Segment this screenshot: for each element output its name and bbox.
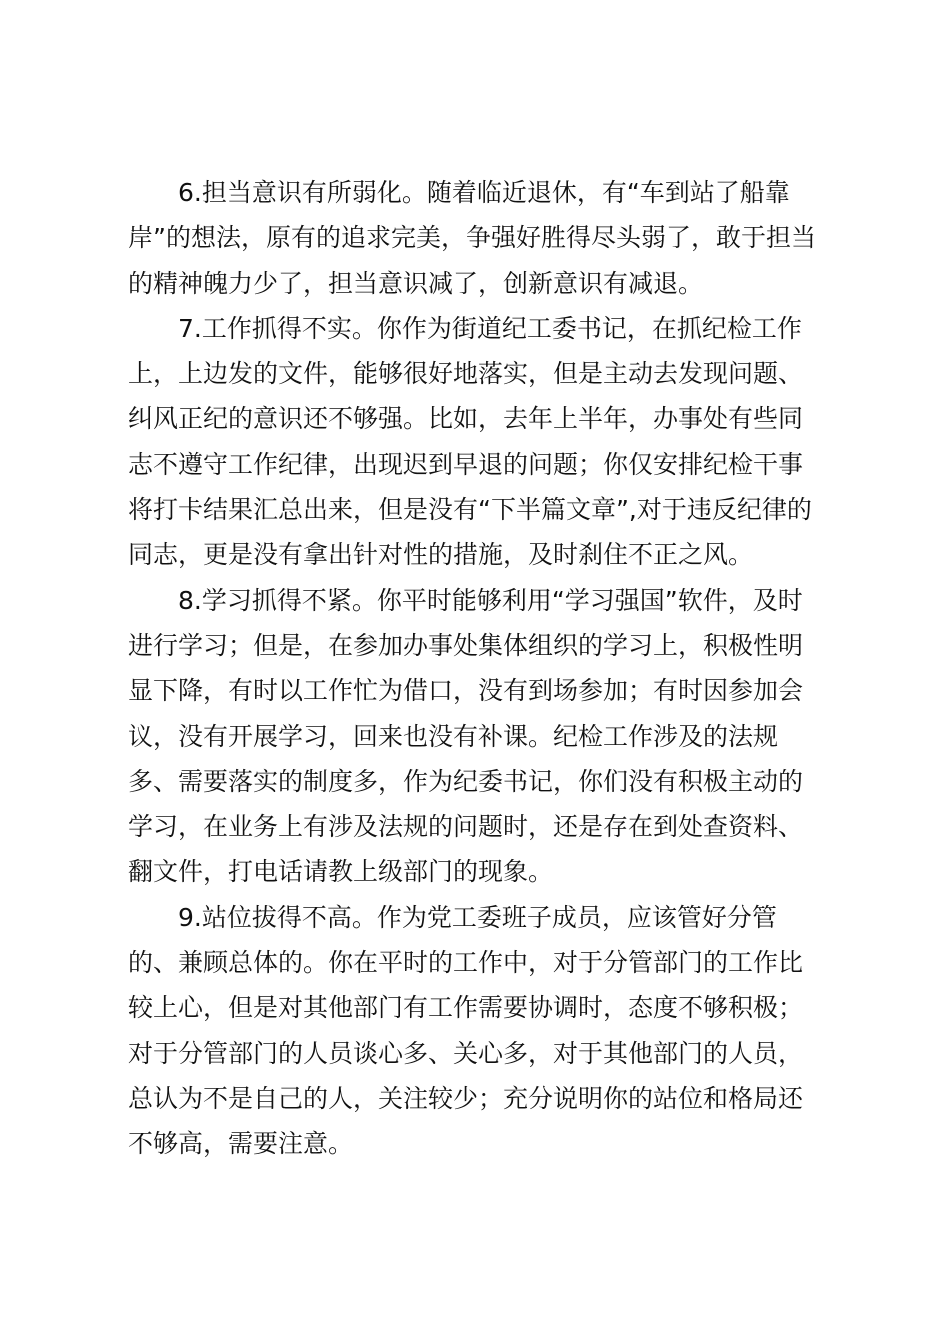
document-body <box>128 170 828 1167</box>
paragraph-line: 多、需要落实的制度多，作为纪委书记，你们没有积极主动的 <box>128 766 804 796</box>
paragraph-line: 不够高，需要注意。 <box>128 1129 354 1159</box>
paragraph-item-8 <box>128 578 828 895</box>
paragraph-line: 6.担当意识有所弱化。随着临近退休，有“车到站了船靠 <box>178 178 790 207</box>
paragraph-line: 上，上边发的文件，能够很好地落实，但是主动去发现问题、 <box>128 359 804 389</box>
paragraph-line: 同志，更是没有拿出针对性的措施，及时刹住不正之风。 <box>128 540 754 570</box>
paragraph-line: 8.学习抓得不紧。你平时能够利用“学习强国”软件，及时 <box>178 585 803 615</box>
paragraph-item-7 <box>128 306 828 578</box>
paragraph-line: 翻文件，打电话请教上级部门的现象。 <box>128 857 554 887</box>
paragraph-line: 的精神魄力少了，担当意识减了，创新意识有减退。 <box>128 268 704 298</box>
paragraph-line: 纠风正纪的意识还不够强。比如，去年上半年，办事处有些同 <box>128 404 804 434</box>
paragraph-line: 将打卡结果汇总出来，但是没有“下半篇文章”,对于违反纪律的 <box>128 495 812 525</box>
paragraph-item-9 <box>128 895 828 1167</box>
paragraph-line: 7.工作抓得不实。你作为街道纪工委书记，在抓纪检工作 <box>178 313 802 343</box>
paragraph-line: 对于分管部门的人员谈心多、关心多，对于其他部门的人员， <box>128 1038 804 1068</box>
paragraph-line: 议，没有开展学习，回来也没有补课。纪检工作涉及的法规 <box>128 721 779 751</box>
paragraph-line: 进行学习；但是，在参加办事处集体组织的学习上，积极性明 <box>128 630 804 660</box>
paragraph-line: 较上心，但是对其他部门有工作需要协调时，态度不够积极； <box>128 993 804 1023</box>
paragraph-line: 9.站位拔得不高。作为党工委班子成员，应该管好分管 <box>178 902 777 932</box>
paragraph-line: 岸”的想法，原有的追求完美，争强好胜得尽头弱了，敢于担当 <box>128 223 816 253</box>
paragraph-line: 的、兼顾总体的。你在平时的工作中，对于分管部门的工作比 <box>128 948 804 978</box>
paragraph-line: 学习，在业务上有涉及法规的问题时，还是存在到处查资料、 <box>128 812 804 842</box>
paragraph-line: 总认为不是自己的人，关注较少；充分说明你的站位和格局还 <box>128 1083 804 1113</box>
paragraph-item-6 <box>128 170 828 306</box>
paragraph-line: 显下降，有时以工作忙为借口，没有到场参加；有时因参加会 <box>128 676 804 706</box>
paragraph-line: 志不遵守工作纪律，出现迟到早退的问题；你仅安排纪检干事 <box>128 449 804 479</box>
